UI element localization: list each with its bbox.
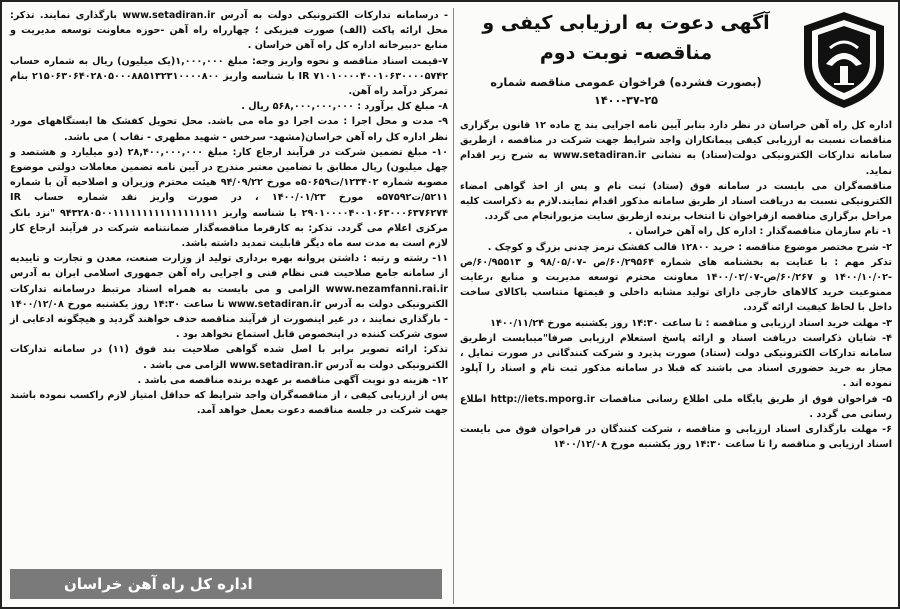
- right-paragraph: اداره کل راه آهن خراسان در نظر دارد بنابر آیین نامه اجرایی بند ج ماده ۱۲ قانون برگزاری مناقصات نسبت به ارزیابی کیفی پیمانکاران واجد شرایط جهت شرکت در مناقصه ، ازطریق سامانه تدارکات الکترونیکی دولت(ستاد) به نشانی www.setadiran.ir به شرح زیر اقدام نماید.: [460, 120, 892, 177]
- right-paragraph: ۵- فراخوان فوق از طریق پایگاه ملی اطلاع رسانی مناقصات http://iets.mporg.ir اطلاع رسانی می گردد .: [460, 393, 892, 420]
- right-paragraph: مناقصه‌گران می بایست در سامانه فوق (ستاد) ثبت نام و پس از اخذ گواهی امضاء الکترونیکی نسبت به دریافت اسناد از طریق سامانه مذکور اقدام نمایند.لازم به ذکراست کلیه مراحل برگزاری مناقصه ازفراخوان تا انتخاب برنده ازطریق سایت مزبورانجام می گردد.: [460, 180, 892, 223]
- left-paragraph: ۱۲- هزینه دو نوبت آگهی مناقصه بر عهده برنده مناقصه می باشد .: [137, 374, 448, 386]
- left-paragraph: ۹- مدت و محل اجرا : مدت اجرا دو ماه می باشد. محل تحویل کفشک ها ایستگاههای مورد نظر اداره کل راه آهن خراسان(مشهد- سرخس - شهید مطهری - نقاب ) می باشد.: [10, 116, 448, 143]
- left-paragraph: ۱۱- رشته و رتبه : داشتن پروانه بهره برداری تولید از وزارت صنعت، معدن و تجارت و تاییدیه از سامانه جامع صلاحیت فنی نظام فنی و اجرایی راه آهن جمهوری اسلامی ایران به آدرس www.nezamfanni.rai.ir الزامی و می بایست به همراه اسناد مرتبط درسامانه تدارکات الکترونیکی دولت به آدرس www.setadiran.ir تا ساعت ۱۴:۳۰ روز یکشنبه مورخ ۱۴۰۰/۱۲/۰۸ - بارگذاری نمایند ، در غیر اینصورت از فرآیند مناقصه حذف خواهند گردید و هیچگونه ادعایی از سوی شرکت کننده در اینخصوص قابل استماع نخواهد بود .: [10, 253, 448, 341]
- column-divider: [453, 8, 454, 604]
- left-paragraph: ۱۰- مبلغ تضمین شرکت در فرآیند ارجاع کار: مبلغ ۲۸,۴۰۰,۰۰۰,۰۰۰ (دو میلیارد و هشتصد و چهل میلیون) ریال مطابق با تضامین معتبر مندرج در آیین نامه تضمین معاملات دولتی موضوع مصوبه شماره ۱۲۳۴۰۲/ت۵۰۶۵۹ه مورخ ۹۴/۰۹/۲۲ هیئت محترم وزیران و اصلاحیه آن با شماره ۵۲۱۱/ت۵۷۵۹۲ه مورخ ۱۴۰۰/۰۱/۲۳ ، در صورت واریز نقد شماره حساب IR ۲۹۰۱۰۰۰۰۴۰۰۱۰۶۳۰۰۰۶۳۷۶۲۷۴ با شناسه واریز ۹۴۳۲۸۰۵۰۰۱۱۱۱۱۱۱۱۱۱۱۱۱۱۱۱۱۱ "نزد بانک مرکزی اعلام می گردد. تذکر: به کارفرما مناقصه‌گذار ضمانتنامه شرکت در فرآیند ارجاع کار لازم است به مدت سه ماه دیگر قابلیت تمدید داشته باشد.: [10, 146, 448, 250]
- right-paragraph: تذکر مهم : با عنایت به بخشنامه های شماره ۶۰/۲۹۵۶۴/ص -۹۸/۰۵/۰۷ و ۶۰/۹۵۵۱۳/ص -۱۴۰۰/۱۰/۰۲ و ۶۰/۲۶۷/ص-۱۴۰۰/۰۲/۰۷ معاونت محترم توسعه مدیریت و منابع ،رعایت ممنوعیت خرید کالاهای خارجی دارای تولید مشابه داخلی و قیمتها متناسب باکالای ساخت داخل با لحاظ کیفیت ارائه گردد.: [460, 256, 892, 314]
- left-paragraph: تذکر: ارائه تصویر برابر با اصل شده گواهی صلاحیت بند فوق (۱۱) در سامانه تدارکات الکترونیکی دولت به آدرس www.setadiran.ir الزامی می باشد .: [10, 344, 448, 371]
- left-paragraph: ۷-قیمت اسناد مناقصه و نحوه واریز وجه: مبلغ ۱,۰۰۰,۰۰۰(یک میلیون) ریال به شماره حساب IR ۷۱۰۱۰۰۰۰۴۰۰۱۰۶۳۰۰۰۰۵۷۴۲ با شناسه واریز ۲۱۵۰۶۳۰۶۴۰۲۸۰۵۰۰۰۸۸۵۱۳۲۳۱۰۰۰۰۸۰۰ بنام تمرکز درآمد راه آهن.: [10, 55, 448, 98]
- right-column: [460, 8, 892, 605]
- left-column: [10, 8, 448, 563]
- title-block: [460, 8, 792, 110]
- right-paragraph: ۳- مهلت خرید اسناد ارزیابی و مناقصه : تا ساعت ۱۴:۳۰ روز یکشنبه مورخ ۱۴۰۰/۱۱/۲۴: [490, 317, 892, 329]
- railway-emblem-icon: [796, 8, 892, 112]
- footer-banner: اداره کل راه آهن خراسان: [10, 569, 442, 599]
- left-paragraph: ۸- مبلغ کل برآورد : ۵۶۸,۰۰۰,۰۰۰,۰۰۰ ریال .: [241, 101, 448, 113]
- right-paragraph: ۴- شایان ذکراست دریافت اسناد و ارائه پاسخ استعلام ارزیابی صرفا"میبایست ازطریق سامانه تدارکات الکترونیکی دولت (ستاد) صورت پذیرد و شرکت کنندگانی در صورت تمایل ، مجاز به خرید حضوری اسناد می باشند که قبلا در سامانه مذکور ثبت نام و اسناد را آپلود نموده اند .: [460, 332, 892, 390]
- ad-title-line-2: مناقصه- نوبت دوم: [539, 42, 713, 64]
- right-paragraph: ۲- شرح مختصر موضوع مناقصه : خرید ۱۲۸۰۰ قالب کفشک ترمز چدنی بزرگ و کوچک .: [487, 241, 892, 253]
- right-paragraph: ۱- نام سازمان مناقصه‌گذار : اداره کل راه آهن خراسان .: [628, 226, 892, 238]
- ad-header: [460, 8, 892, 118]
- left-paragraph: - درسامانه تدارکات الکترونیکی دولت به آدرس www.setadiran.ir بارگذاری نمایند. تذکر: محل ارائه پاکت (الف) صورت فیزیکی ؛ چهارراه راه آهن -حوزه معاونت توسعه مدیریت و منابع -دبیرخانه اداره کل راه آهن خراسان .: [10, 10, 448, 52]
- right-paragraph: ۶- مهلت بارگذاری اسناد ارزیابی و مناقصه ، شرکت کنندگان در فراخوان فوق می بایست اسناد ارزیابی و مناقصه را تا ساعت ۱۴:۳۰ روز یکشنبه مورخ ۱۴۰۰/۱۲/۰۸: [460, 424, 892, 451]
- tender-number-subtitle: (بصورت فشرده) فراخوان عمومی مناقصه شماره ۲۵-۳۷-۱۴۰۰: [490, 76, 762, 107]
- left-paragraph: پس از ارزیابی کیفی ، از مناقصه‌گران واجد شرایط که حداقل امتیاز لازم راکسب نموده باشند جهت شرکت در جلسه مناقصه دعوت بعمل خواهد آمد.: [10, 390, 448, 417]
- ad-title-line-1: آگهی دعوت به ارزیابی کیفی و: [482, 12, 770, 34]
